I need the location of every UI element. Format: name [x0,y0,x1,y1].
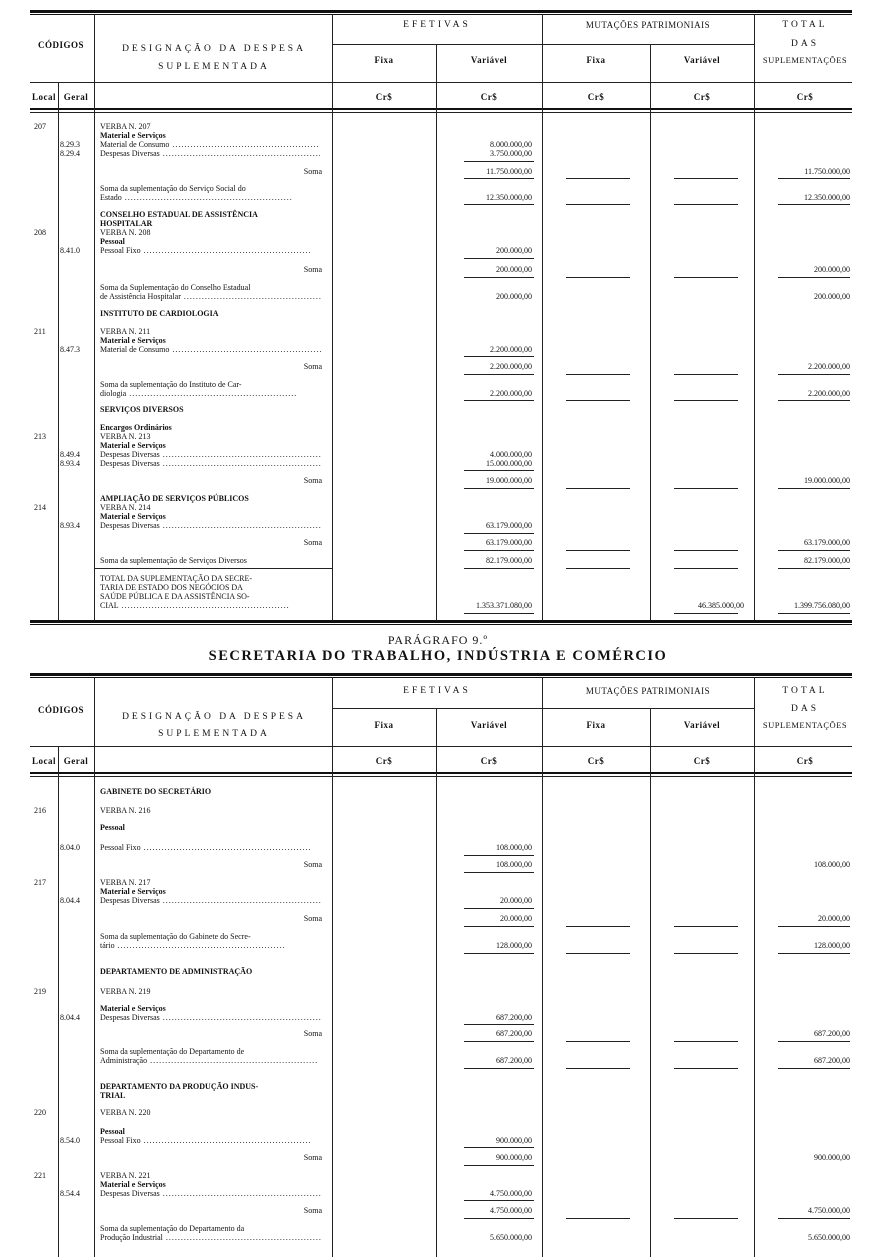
header-mutacoes: MUTAÇÕES PATRIMONIAIS [585,686,711,696]
header-geral: Geral [63,92,89,102]
value-total: 2.200.000,00 [808,389,850,398]
row-text: Produção Industrial ..... [100,1233,322,1242]
header-total-3: SUPLEMENTAÇÕES [762,55,848,65]
header-variavel-mutacoes: Variável [683,720,721,730]
header-mutacoes: MUTAÇÕES PATRIMONIAIS [585,20,711,30]
value-total: 200.000,00 [814,292,850,301]
row-text: VERBA N. 214 [100,503,151,512]
value-variavel: 63.179.000,00 [486,538,532,547]
value-variavel: 63.179.000,00 [486,521,532,530]
local-code: 217 [34,878,46,887]
row-text: Pessoal Fixo ..... [100,246,322,255]
row-text: Despesas Diversas ..... [100,1189,322,1198]
value-total: 128.000,00 [814,941,850,950]
row-text: Soma da suplementação do Departamento de [100,1047,245,1056]
value-variavel: 687.200,00 [496,1029,532,1038]
row-text: Despesas Diversas ..... [100,149,320,158]
section-heading: AMPLIAÇÃO DE SERVIÇOS PÚBLICOS [100,494,249,503]
paragraph-label: PARÁGRAFO 9.º [387,633,489,647]
local-code: 220 [34,1108,46,1117]
header-variavel-efetivas: Variável [470,720,508,730]
value-variavel: 3.750.000,00 [490,149,532,158]
section-heading: HOSPITALAR [100,219,153,228]
header-fixa-mutacoes: Fixa [586,720,606,730]
bottom-rule [30,620,852,623]
value-variavel: 1.353.371.080,00 [476,601,532,610]
soma-label: Soma [303,1029,322,1038]
section-heading: CONSELHO ESTADUAL DE ASSISTÊNCIA [100,210,258,219]
local-code: 207 [34,122,46,131]
value-total: 82.179.000,00 [804,556,850,565]
row-text: VERBA N. 220 [100,1108,151,1117]
soma-label: Soma [303,538,322,547]
local-code: 213 [34,432,46,441]
section-heading: GABINETE DO SECRETÁRIO [100,787,212,796]
row-text: Soma da Suplementação do Conselho Estadual [100,283,251,292]
row-text: Pessoal [100,1127,125,1136]
value-variavel: 200.000,00 [496,265,532,274]
value-total: 11.750.000,00 [804,167,850,176]
row-text: Pessoal Fixo ..... [100,843,322,852]
value-variavel: 4.750.000,00 [490,1206,532,1215]
soma-label: Soma [303,167,322,176]
header-crs-5: Cr$ [796,756,814,766]
value-total: 63.179.000,00 [804,538,850,547]
row-text: Material de Consumo ..... [100,140,320,149]
value-total: 108.000,00 [814,860,850,869]
header-crs-5: Cr$ [796,92,814,102]
value-variavel: 2.200.000,00 [490,345,532,354]
row-text: Despesas Diversas ..... [100,459,322,468]
value-variavel: 20.000,00 [500,914,532,923]
geral-code: 8.49.4 [60,450,80,459]
header-crs-4: Cr$ [693,92,711,102]
value-variavel: 8.000.000,00 [490,140,532,149]
value-total: 12.350.000,00 [804,193,850,202]
geral-code: 8.47.3 [60,345,80,354]
row-text: VERBA N. 217 [100,878,151,887]
header-total-2: DAS [790,704,819,714]
value-total: 19.000.000,00 [804,476,850,485]
row-text: VERBA N. 213 [100,432,151,441]
value-mutacoes-variavel: 46.385.000,00 [698,601,744,610]
value-variavel: 15.000.000,00 [486,459,532,468]
row-text: Pessoal Fixo ..... [100,1136,322,1145]
row-text: VERBA N. 208 [100,228,151,237]
row-text: Material e Serviços [100,131,166,140]
section-heading: SERVIÇOS DIVERSOS [100,405,184,414]
header-designacao-1: DESIGNAÇÃO DA DESPESA [122,44,306,54]
section-heading: TRIAL [100,1091,126,1100]
header-codigos: CÓDIGOS [37,40,84,50]
header-crs-3: Cr$ [587,92,605,102]
geral-code: 8.04.4 [60,1013,80,1022]
value-variavel: 687.200,00 [496,1013,532,1022]
row-text: Pessoal [100,823,125,832]
section-heading: DEPARTAMENTO DE ADMINISTRAÇÃO [100,967,253,976]
paragraph-title: SECRETARIA DO TRABALHO, INDÚSTRIA E COMÉRCIO [208,648,668,664]
value-total: 200.000,00 [814,265,850,274]
geral-code: 8.41.0 [60,246,80,255]
row-text: Material e Serviços [100,1180,166,1189]
geral-code: 8.04.4 [60,896,80,905]
geral-code: 8.54.0 [60,1136,80,1145]
value-variavel: 2.200.000,00 [490,389,532,398]
total-text: SAÚDE PÚBLICA E DA ASSISTÊNCIA SO- [100,592,250,601]
row-text: Material e Serviços [100,512,166,521]
geral-code: 8.29.3 [60,140,80,149]
header-total-1: TOTAL [782,686,828,696]
geral-code: 8.54.4 [60,1189,80,1198]
row-text: Despesas Diversas ..... [100,896,322,905]
header-crs-1: Cr$ [375,756,393,766]
row-text: VERBA N. 221 [100,1171,151,1180]
geral-code: 8.29.4 [60,149,80,158]
value-variavel: 5.650.000,00 [490,1233,532,1242]
row-text: diologia ..... [100,389,322,398]
row-text: Soma da suplementação de Serviços Diversos [100,556,247,565]
header-total-3: SUPLEMENTAÇÕES [762,720,848,730]
row-text: Material e Serviços [100,336,166,345]
header-total-1: TOTAL [782,20,828,30]
row-text: Despesas Diversas ..... [100,450,322,459]
value-variavel: 12.350.000,00 [486,193,532,202]
header-efetivas: EFETIVAS [403,686,471,696]
value-total: 20.000,00 [818,914,850,923]
row-text: Material de Consumo ..... [100,345,322,354]
local-code: 219 [34,987,46,996]
header-total-2: DAS [790,39,819,49]
header-crs-4: Cr$ [693,756,711,766]
value-variavel: 4.000.000,00 [490,450,532,459]
row-text: Encargos Ordinários [100,423,172,432]
top-rule [30,10,852,13]
header-variavel-mutacoes: Variável [683,55,721,65]
header-fixa-efetivas: Fixa [374,55,394,65]
row-text: Soma da suplementação do Serviço Social do [100,184,246,193]
row-text: VERBA N. 211 [100,327,151,336]
value-variavel: 19.000.000,00 [486,476,532,485]
row-text: Pessoal [100,237,125,246]
header-geral: Geral [63,756,89,766]
value-variavel: 82.179.000,00 [486,556,532,565]
row-text: Soma da suplementação do Gabinete do Secre- [100,932,251,941]
soma-label: Soma [303,914,322,923]
header-variavel-efetivas: Variável [470,55,508,65]
top-rule-thin [30,677,852,678]
total-text: TOTAL DA SUPLEMENTAÇÃO DA SECRE- [100,574,253,583]
soma-label: Soma [303,476,322,485]
value-variavel: 900.000,00 [496,1153,532,1162]
row-text: Despesas Diversas ..... [100,1013,322,1022]
value-total: 687.200,00 [814,1029,850,1038]
header-designacao-2: SUPLEMENTADA [158,62,270,72]
value-total: 687.200,00 [814,1056,850,1065]
header-designacao-1: DESIGNAÇÃO DA DESPESA [122,712,306,722]
bottom-rule-thin [30,624,852,625]
value-variavel: 108.000,00 [496,843,532,852]
value-variavel: 4.750.000,00 [490,1189,532,1198]
row-text: VERBA N. 219 [100,987,151,996]
row-text: Soma da suplementação do Departamento da [100,1224,245,1233]
row-text: tário ..... [100,941,322,950]
geral-code: 8.93.4 [60,521,80,530]
row-text: VERBA N. 216 [100,806,151,815]
value-variavel: 2.200.000,00 [490,362,532,371]
soma-label: Soma [303,860,322,869]
value-variavel: 128.000,00 [496,941,532,950]
soma-label: Soma [303,265,322,274]
row-text: de Assistência Hospitalar ..... [100,292,322,301]
row-text: Material e Serviços [100,887,166,896]
row-text: Material e Serviços [100,441,166,450]
value-variavel: 200.000,00 [496,246,532,255]
value-total: 900.000,00 [814,1153,850,1162]
header-designacao-2: SUPLEMENTADA [158,729,270,739]
value-total: 5.650.000,00 [808,1233,850,1242]
soma-label: Soma [303,1153,322,1162]
value-variavel: 200.000,00 [496,292,532,301]
geral-code: 8.04.0 [60,843,80,852]
header-crs-1: Cr$ [375,92,393,102]
row-text: Despesas Diversas ..... [100,521,322,530]
local-code: 214 [34,503,46,512]
header-efetivas: EFETIVAS [403,20,471,30]
header-crs-2: Cr$ [480,92,498,102]
local-code: 208 [34,228,46,237]
local-code: 221 [34,1171,46,1180]
header-local: Local [32,756,56,766]
value-variavel: 687.200,00 [496,1056,532,1065]
value-total: 4.750.000,00 [808,1206,850,1215]
section-heading: INSTITUTO DE CARDIOLOGIA [100,309,219,318]
section-heading: DEPARTAMENTO DA PRODUÇÃO INDUS- [100,1082,259,1091]
row-text: Material e Serviços [100,1004,166,1013]
row-text: Administração ..... [100,1056,322,1065]
value-variavel: 108.000,00 [496,860,532,869]
header-local: Local [32,92,56,102]
value-total: 2.200.000,00 [808,362,850,371]
value-variavel: 11.750.000,00 [486,167,532,176]
soma-label: Soma [303,1206,322,1215]
value-variavel: 20.000,00 [500,896,532,905]
local-code: 216 [34,806,46,815]
top-rule [30,673,852,676]
header-fixa-mutacoes: Fixa [586,55,606,65]
header-fixa-efetivas: Fixa [374,720,394,730]
value-total: 1.399.756.080,00 [794,601,850,610]
row-text: VERBA N. 207 [100,122,151,131]
row-text: Estado ..... [100,193,322,202]
value-variavel: 900.000,00 [496,1136,532,1145]
local-code: 211 [34,327,46,336]
header-crs-3: Cr$ [587,756,605,766]
row-text: Soma da suplementação do Instituto de Car- [100,380,242,389]
header-codigos: CÓDIGOS [37,705,84,715]
geral-code: 8.93.4 [60,459,80,468]
soma-label: Soma [303,362,322,371]
top-rule-thin [30,14,852,15]
total-text: TARIA DE ESTADO DOS NEGÓCIOS DA [100,583,243,592]
total-text: CIAL ..... [100,601,322,610]
header-crs-2: Cr$ [480,756,498,766]
